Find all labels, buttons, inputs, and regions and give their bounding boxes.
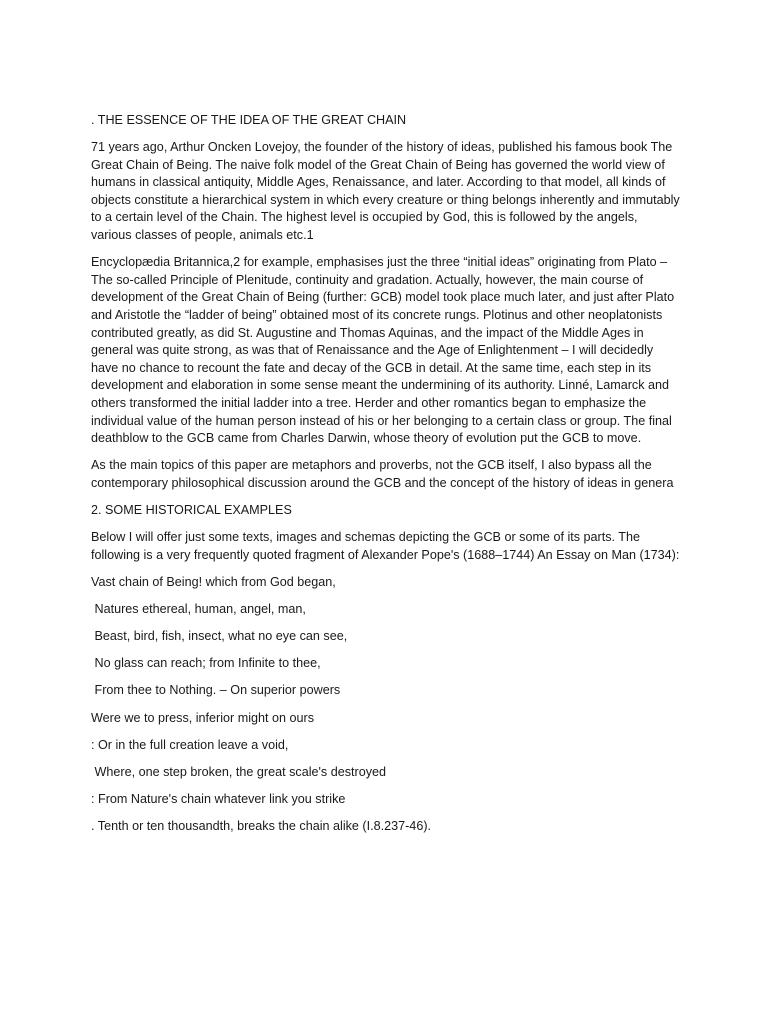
verse-line: Beast, bird, fish, insect, what no eye can see, (91, 629, 348, 644)
verse-line: Vast chain of Being! which from God began, (91, 574, 336, 589)
verse-line: : Or in the full creation leave a void, (91, 737, 289, 752)
section-heading: . THE ESSENCE OF THE IDEA OF THE GREAT CHAIN (91, 113, 407, 127)
paragraph: 71 years ago, Arthur Oncken Lovejoy, the founder of the history of ideas, published his famous book The Great Chain of Being. The naive folk model of the Great Chain of Being has governed the world view of humans in classical antiquity, Middle Ages, Renaissance, and later. According to that model, all kinds of objects constitute a hierarchical system in which every creature or thing belongs inherently and immutably to a certain level of the Chain. The highest level is occupied by God, this is followed by the angels, various classes of people, animals etc.1 (91, 140, 680, 243)
poem-quote (91, 574, 681, 836)
document-page (91, 112, 681, 846)
verse-line: From thee to Nothing. – On superior powers (91, 683, 341, 698)
paragraph: Encyclopædia Britannica,2 for example, emphasises just the three “initial ideas” originating from Plato – The so-called Principle of Plenitude, continuity and gradation. Actually, however, the main course of development of the Great Chain of Being (further: GCB) model took place much later, and just after Plato and Aristotle the “ladder of being” obtained most of its concrete rungs. Plotinus and other neoplatonists contributed greatly, as did St. Augustine and Thomas Aquinas, and the impact of the Middle Ages in general was quite strong, as was that of Renaissance and the Age of Enlightenment – I will decidedly have no chance to recount the fate and decay of the GCB in detail. At the same time, each step in its development and elaboration in some sense meant the undermining of its authority. Linné, Lamarck and others transformed the initial ladder into a tree. Herder and other romantics began to emphasize the individual value of the human person instead of his or her belonging to a certain class or group. The final deathblow to the GCB came from Charles Darwin, whose theory of evolution put the GCB to move. (91, 255, 675, 446)
verse-line: Natures ethereal, human, angel, man, (91, 601, 306, 616)
paragraph: As the main topics of this paper are metaphors and proverbs, not the GCB itself, I also bypass all the contemporary philosophical discussion around the GCB and the concept of the history of ideas in genera (91, 458, 674, 490)
verse-line: Where, one step broken, the great scale's destroyed (91, 764, 387, 779)
section-heading: 2. SOME HISTORICAL EXAMPLES (91, 502, 292, 517)
verse-line: . Tenth or ten thousandth, breaks the chain alike (I.8.237-46). (91, 819, 432, 834)
verse-line: No glass can reach; from Infinite to thee, (91, 656, 321, 671)
verse-line: Were we to press, inferior might on ours (91, 710, 315, 725)
verse-line: : From Nature's chain whatever link you strike (91, 792, 346, 807)
paragraph: Below I will offer just some texts, images and schemas depicting the GCB or some of its parts. The following is a very frequently quoted fragment of Alexander Pope's (1688–1744) An Essay on Man (1734): (91, 529, 680, 562)
